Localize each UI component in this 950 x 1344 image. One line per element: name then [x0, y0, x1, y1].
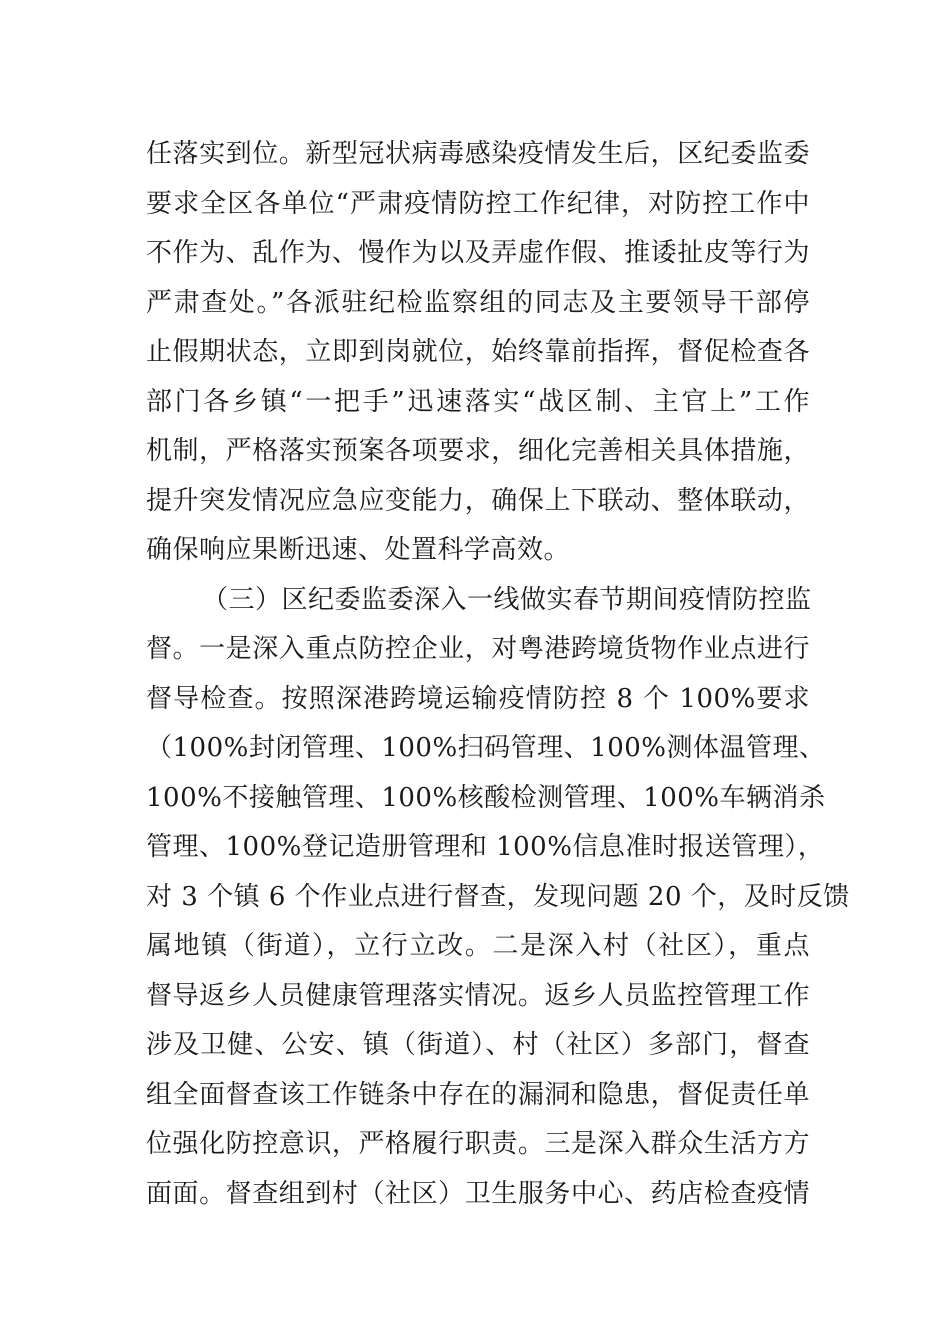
text-line-20: 组全面督查该工作链条中存在的漏洞和隐患，督促责任单 [146, 1079, 810, 1110]
text-line-9: 确保响应果断迅速、处置科学高效。 [146, 535, 571, 565]
text-line-8: 提升突发情况应急应变能力，确保上下联动、整体联动， [146, 485, 810, 516]
text-line-22: 面面。督查组到村（社区）卫生服务中心、药店检查疫情 [146, 1178, 810, 1209]
text-line-21: 位强化防控意识，严格履行职责。三是深入群众生活方方 [146, 1129, 810, 1159]
text-line-15: 管理、100%登记造册管理和 100%信息准时报送管理）， [146, 832, 825, 862]
text-line-5: 止假期状态，立即到岗就位，始终靠前指挥，督促检查各 [146, 337, 810, 367]
body-text [146, 130, 850, 1219]
text-line-16: 对 3 个镇 6 个作业点进行督查，发现问题 20 个，及时反馈 [146, 881, 850, 912]
text-line-6: 部门各乡镇“一把手”迅速落实“战区制、主官上”工作 [146, 386, 810, 417]
text-line-4: 严肃查处。”各派驻纪检监察组的同志及主要领导干部停 [146, 287, 810, 318]
text-line-14: 100%不接触管理、100%核酸检测管理、100%车辆消杀 [146, 782, 826, 813]
text-line-13: （100%封闭管理、100%扫码管理、100%测体温管理、 [146, 733, 826, 763]
text-line-18: 督导返乡人员健康管理落实情况。返乡人员监控管理工作 [146, 980, 810, 1011]
text-line-1: 任落实到位。新型冠状病毒感染疫情发生后，区纪委监委 [146, 139, 810, 169]
text-line-17: 属地镇（街道），立行立改。二是深入村（社区），重点 [146, 931, 810, 961]
text-line-7: 机制，严格落实预案各项要求，细化完善相关具体措施， [146, 436, 810, 466]
text-line-12: 督导检查。按照深港跨境运输疫情防控 8 个 100%要求 [146, 683, 810, 714]
text-line-3: 不作为、乱作为、慢作为以及弄虚作假、推诿扯皮等行为 [146, 238, 810, 268]
text-line-11: 督。一是深入重点防控企业，对粤港跨境货物作业点进行 [146, 634, 810, 664]
text-line-19: 涉及卫健、公安、镇（街道）、村（社区）多部门，督查 [146, 1030, 810, 1060]
text-line-2: 要求全区各单位“严肃疫情防控工作纪律，对防控工作中 [146, 188, 810, 219]
section-heading-line: （三）区纪委监委深入一线做实春节期间疫情防控监 [202, 584, 812, 615]
